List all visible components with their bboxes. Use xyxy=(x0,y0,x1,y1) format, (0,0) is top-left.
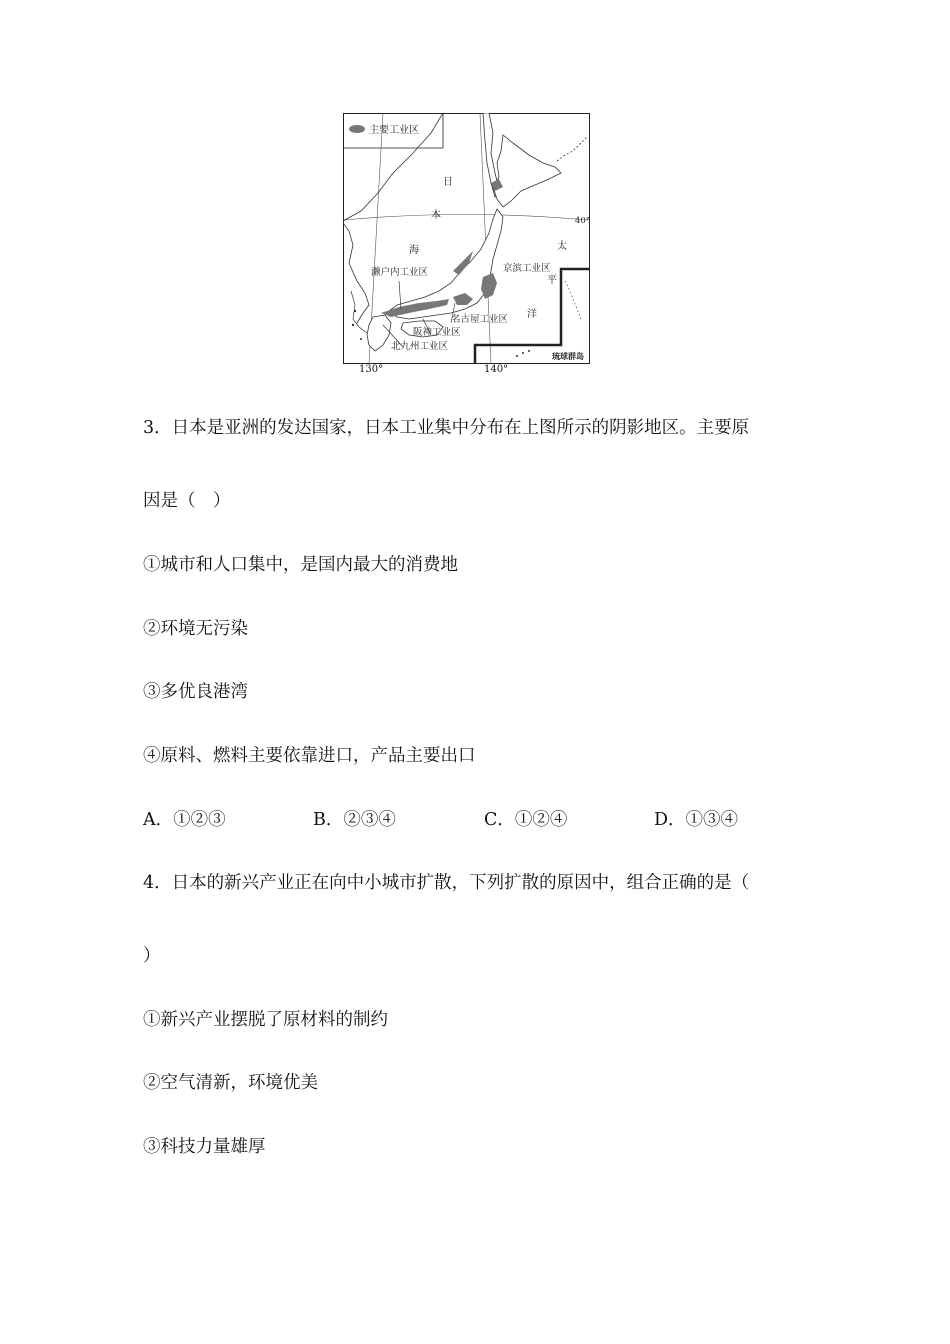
q3-option-c[interactable]: C．①②④ xyxy=(484,810,568,830)
legend-label: 主要工业区 xyxy=(369,125,419,136)
q4-item-2: ②空气清新，环境优美 xyxy=(143,1073,318,1093)
label-ben: 本 xyxy=(431,210,441,221)
q3-item-1: ①城市和人口集中，是国内最大的消费地 xyxy=(143,555,458,575)
label-lon-140: 140° xyxy=(484,364,509,375)
legend-swatch xyxy=(349,125,365,133)
inset-label: 琉球群岛 xyxy=(552,351,584,361)
label-ri: 日 xyxy=(443,177,453,188)
label-lat-40: 40° xyxy=(574,216,590,226)
q3-option-a[interactable]: A．①②③ xyxy=(143,810,226,830)
label-ping: 平 xyxy=(547,275,557,286)
label-yang: 洋 xyxy=(527,309,537,320)
label-nagoya: 名古屋工业区 xyxy=(451,314,509,325)
q4-item-3: ③科技力量雄厚 xyxy=(143,1137,266,1157)
q3-item-2: ②环境无污染 xyxy=(143,619,248,639)
q3-stem-line1: 3．日本是亚洲的发达国家，日本工业集中分布在上图所示的阴影地区。主要原 xyxy=(143,418,750,438)
q4-item-1: ①新兴产业摆脱了原材料的制约 xyxy=(143,1010,388,1030)
label-hai: 海 xyxy=(409,245,419,256)
q4-stem-line2: ） xyxy=(143,946,161,966)
japan-industrial-map xyxy=(343,113,590,364)
label-lon-130: 130° xyxy=(359,364,384,375)
label-hanshin: 阪神工业区 xyxy=(413,327,461,338)
q3-item-4: ④原料、燃料主要依靠进口，产品主要出口 xyxy=(143,746,476,766)
q3-stem-line2: 因是（ ） xyxy=(143,491,231,511)
q4-stem-line1: 4．日本的新兴产业正在向中小城市扩散，下列扩散的原因中，组合正确的是（ xyxy=(143,873,750,893)
label-tai: 太 xyxy=(557,241,567,252)
q3-option-d[interactable]: D．①③④ xyxy=(654,810,739,830)
label-setonaikai: 濑户内工业区 xyxy=(371,267,429,278)
q3-option-b[interactable]: B．②③④ xyxy=(313,810,396,830)
label-keihin: 京滨工业区 xyxy=(503,263,551,274)
q3-item-3: ③多优良港湾 xyxy=(143,682,248,702)
label-kitakyushu: 北九州工业区 xyxy=(391,341,449,352)
